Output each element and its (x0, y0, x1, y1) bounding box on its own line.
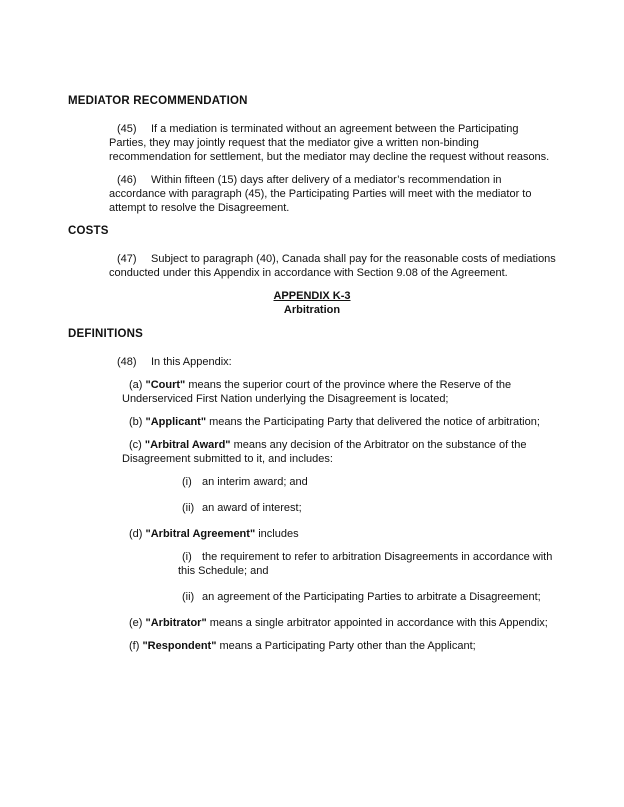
definition-term: "Arbitral Agreement" (145, 528, 256, 540)
sub-item-c-ii (178, 501, 556, 515)
section-heading-mediator-recommendation: MEDIATOR RECOMMENDATION (68, 95, 248, 107)
appendix-title: APPENDIX K-3 (273, 290, 351, 302)
paragraph-text: Subject to paragraph (40), Canada shall pay for the reasonable costs of mediations conducted under this Appendix in accordance with Section 9.08 of the Agreement. (109, 253, 556, 279)
paragraph-number: (48) (117, 356, 137, 368)
sub-item-text: an interim award; and (202, 476, 308, 488)
sub-item-label: (ii) (182, 591, 195, 603)
definition-term: "Arbitrator" (145, 617, 207, 629)
paragraph-number: (46) (117, 174, 137, 186)
definition-item-f (122, 639, 556, 653)
definition-text: includes (255, 528, 299, 540)
definition-text: means a single arbitrator appointed in accordance with this Appendix; (206, 617, 548, 629)
definition-text: means the superior court of the province where the Reserve of the Underserviced First Nation underlying the Disagreement is located; (122, 379, 512, 405)
definition-term: "Respondent" (142, 640, 217, 652)
sub-item-label: (i) (182, 551, 192, 563)
sub-item-d-i (178, 550, 556, 578)
definition-label: (a) (129, 379, 146, 391)
sub-item-text: an agreement of the Participating Parties to arbitrate a Disagreement; (202, 591, 541, 603)
sub-item-text: an award of interest; (202, 502, 302, 514)
definition-text: means any decision of the Arbitrator on the substance of the Disagreement submitted to it, and includes: (122, 439, 527, 465)
definition-item-b (122, 415, 556, 429)
definition-label: (c) (129, 439, 145, 451)
paragraph-48 (109, 355, 556, 369)
paragraph-text: Within fifteen (15) days after delivery of a mediator’s recommendation in accordance with paragraph (45), the Participating Parties will meet with the mediator to attempt to resolve the Disagreement. (109, 174, 532, 214)
definition-term: "Court" (145, 379, 186, 391)
definition-label: (e) (129, 617, 146, 629)
paragraph-text: In this Appendix: (151, 356, 232, 368)
sub-item-d-ii (178, 590, 556, 604)
sub-item-text: the requirement to refer to arbitration Disagreements in accordance with this Schedule; and (178, 551, 553, 577)
definition-item-a (122, 378, 556, 406)
appendix-subtitle: Arbitration (283, 304, 341, 316)
definition-text: means a Participating Party other than the Applicant; (216, 640, 476, 652)
paragraph-number: (45) (117, 123, 137, 135)
paragraph-47 (109, 252, 556, 280)
definition-item-e (122, 616, 556, 630)
appendix-heading (68, 289, 556, 317)
paragraph-number: (47) (117, 253, 137, 265)
definition-text: means the Participating Party that delivered the notice of arbitration; (206, 416, 540, 428)
sub-item-c-i (178, 475, 556, 489)
definition-label: (f) (129, 640, 143, 652)
definition-term: "Applicant" (145, 416, 207, 428)
definition-label: (b) (129, 416, 146, 428)
section-heading-costs: COSTS (68, 225, 109, 237)
section-heading-definitions: DEFINITIONS (68, 328, 144, 340)
sub-item-label: (ii) (182, 502, 195, 514)
definition-term: "Arbitral Award" (144, 439, 231, 451)
paragraph-text: If a mediation is terminated without an agreement between the Participating Parties, they may jointly request that the mediator give a written non-binding recommendation for settlement, but the mediator may decline the request without reasons. (109, 123, 550, 163)
definition-item-c (122, 438, 556, 466)
sub-item-label: (i) (182, 476, 192, 488)
paragraph-45 (109, 122, 556, 164)
definition-item-d (122, 527, 556, 541)
definition-label: (d) (129, 528, 146, 540)
paragraph-46 (109, 173, 556, 215)
